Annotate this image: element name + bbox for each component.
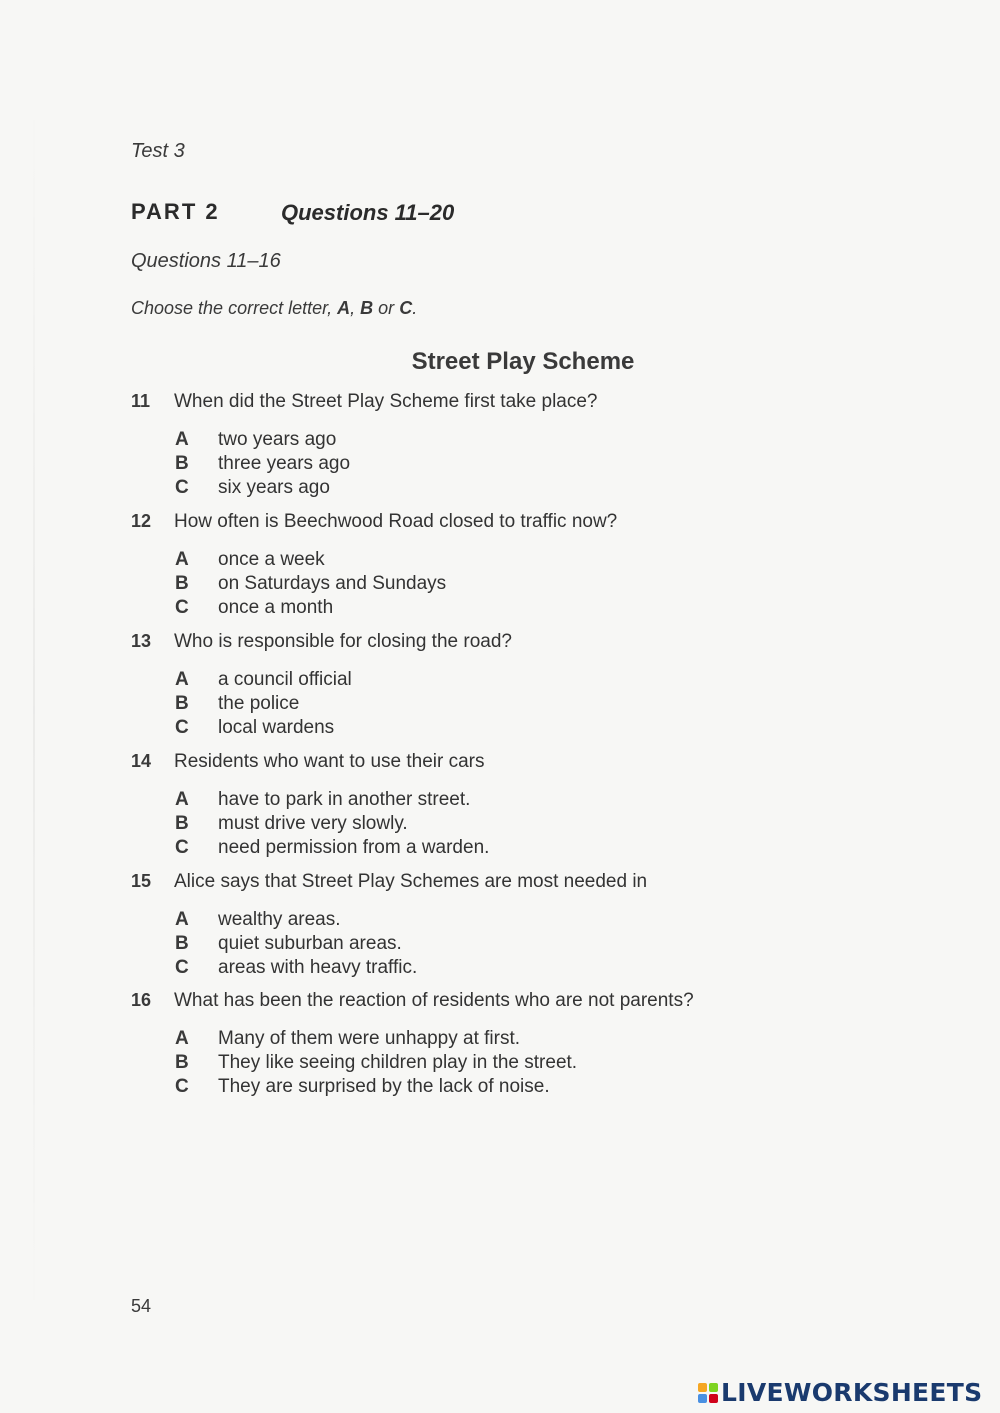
- liveworksheets-logo-icon: [697, 1382, 719, 1404]
- question-15: [131, 871, 831, 981]
- instruction-end: .: [412, 298, 418, 318]
- option-letter: B: [175, 813, 189, 834]
- option-c[interactable]: [131, 477, 831, 501]
- option-a[interactable]: [131, 549, 831, 573]
- option-a[interactable]: [131, 789, 831, 813]
- option-text: areas with heavy traffic.: [218, 957, 418, 978]
- question-14: [131, 751, 831, 861]
- question-text: What has been the reaction of residents who are not parents?: [174, 990, 694, 1011]
- question-text: Who is responsible for closing the road?: [174, 631, 512, 652]
- option-a[interactable]: [131, 429, 831, 453]
- question-number: 15: [131, 871, 152, 891]
- option-letter: A: [175, 549, 189, 570]
- option-letter: B: [175, 453, 189, 474]
- option-text: wealthy areas.: [218, 909, 341, 930]
- question-text: Alice says that Street Play Schemes are most needed in: [174, 871, 648, 892]
- question-number: 16: [131, 990, 152, 1010]
- question-text: When did the Street Play Scheme first take place?: [174, 391, 598, 412]
- question-11: [131, 391, 831, 501]
- option-letter: A: [175, 429, 189, 450]
- part-heading: PART 2: [131, 199, 220, 224]
- option-b[interactable]: [131, 453, 831, 477]
- option-letter: A: [175, 669, 189, 690]
- option-letter: B: [175, 573, 189, 594]
- option-text: local wardens: [218, 717, 335, 738]
- option-a[interactable]: [131, 909, 831, 933]
- option-b[interactable]: [131, 693, 831, 717]
- instruction: [131, 298, 417, 319]
- option-text: quiet suburban areas.: [218, 933, 402, 954]
- option-text: on Saturdays and Sundays: [218, 573, 447, 594]
- option-b[interactable]: [131, 813, 831, 837]
- option-text: once a month: [218, 597, 334, 618]
- questions-subrange: Questions 11–16: [131, 250, 281, 272]
- option-text: three years ago: [218, 453, 351, 474]
- option-letter: A: [175, 1028, 189, 1049]
- logo-square-2: [709, 1383, 718, 1392]
- question-number: 14: [131, 751, 152, 771]
- part-questions-range: Questions 11–20: [281, 200, 455, 225]
- option-letter: C: [175, 837, 189, 858]
- option-letter: C: [175, 597, 189, 618]
- question-number: 13: [131, 631, 152, 651]
- option-text: a council official: [218, 669, 352, 690]
- option-text: two years ago: [218, 429, 337, 450]
- brand-name: LIVEWORKSHEETS: [721, 1378, 983, 1407]
- option-text: need permission from a warden.: [218, 837, 490, 858]
- question-16: [131, 990, 831, 1100]
- option-letter: B: [175, 693, 189, 714]
- instruction-prefix: Choose the correct letter,: [131, 298, 333, 318]
- option-c[interactable]: [131, 957, 831, 981]
- option-c[interactable]: [131, 1076, 831, 1100]
- option-letter: A: [175, 789, 189, 810]
- option-c[interactable]: [131, 837, 831, 861]
- question-text: How often is Beechwood Road closed to traffic now?: [174, 511, 618, 532]
- instruction-letter-b: B: [360, 298, 374, 318]
- option-b[interactable]: [131, 933, 831, 957]
- question-number: 11: [131, 391, 151, 411]
- instruction-letter-c: C: [399, 298, 413, 318]
- question-12: [131, 511, 831, 621]
- question-number: 12: [131, 511, 152, 531]
- option-text: the police: [218, 693, 300, 714]
- option-letter: C: [175, 477, 189, 498]
- instruction-separator: ,: [350, 298, 356, 318]
- option-text: Many of them were unhappy at first.: [218, 1028, 521, 1049]
- question-13: [131, 631, 831, 741]
- option-text: six years ago: [218, 477, 330, 498]
- option-text: once a week: [218, 549, 325, 570]
- option-letter: B: [175, 933, 189, 954]
- option-c[interactable]: [131, 597, 831, 621]
- page-edge-shadow: [33, 95, 35, 1325]
- option-letter: C: [175, 957, 189, 978]
- option-b[interactable]: [131, 573, 831, 597]
- option-text: must drive very slowly.: [218, 813, 408, 834]
- instruction-or: or: [378, 298, 395, 318]
- option-a[interactable]: [131, 1028, 831, 1052]
- logo-square-1: [698, 1383, 707, 1392]
- option-a[interactable]: [131, 669, 831, 693]
- section-title: Street Play Scheme: [411, 348, 635, 375]
- option-letter: A: [175, 909, 189, 930]
- option-text: They are surprised by the lack of noise.: [218, 1076, 550, 1097]
- logo-square-4: [709, 1394, 718, 1403]
- brand-watermark[interactable]: [697, 1378, 982, 1408]
- test-label: Test 3: [131, 140, 185, 162]
- question-text: Residents who want to use their cars: [174, 751, 485, 772]
- option-c[interactable]: [131, 717, 831, 741]
- option-text: have to park in another street.: [218, 789, 471, 810]
- instruction-letter-a: A: [337, 298, 351, 318]
- option-letter: C: [175, 717, 189, 738]
- logo-square-3: [698, 1394, 707, 1403]
- page-number: 54: [131, 1296, 152, 1316]
- option-text: They like seeing children play in the street.: [218, 1052, 578, 1073]
- option-letter: C: [175, 1076, 189, 1097]
- option-b[interactable]: [131, 1052, 831, 1076]
- option-letter: B: [175, 1052, 189, 1073]
